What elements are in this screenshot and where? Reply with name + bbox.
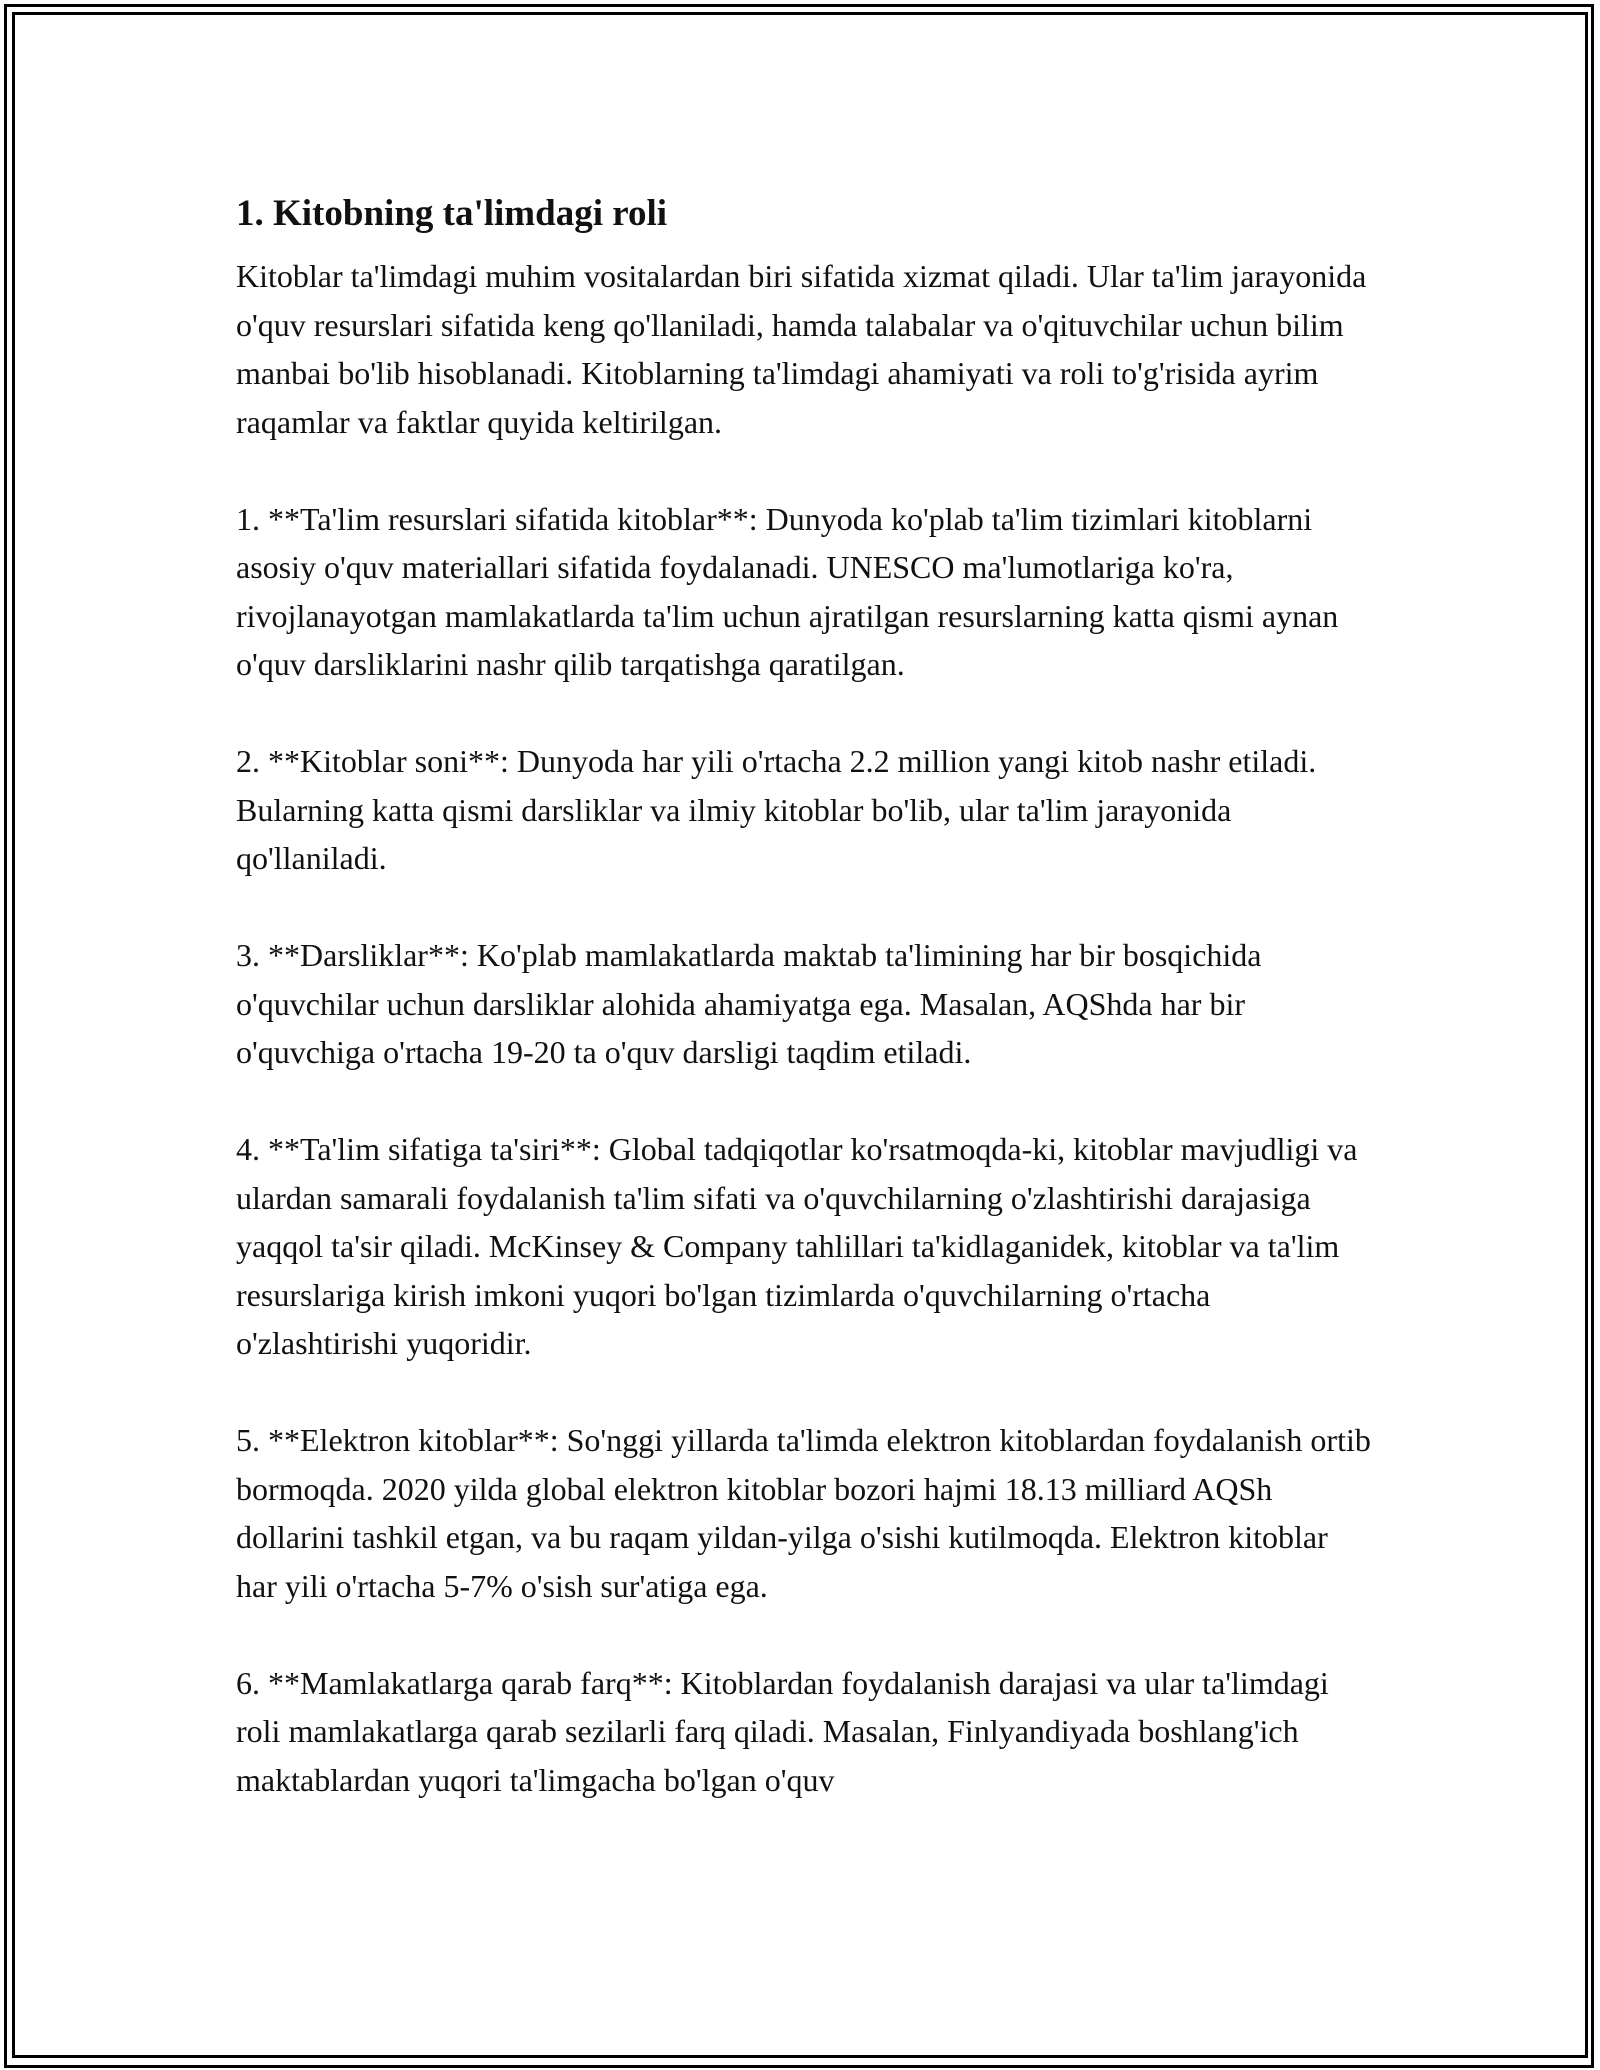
page-title: 1. Kitobning ta'limdagi roli <box>236 193 668 234</box>
list-item-6: 6. **Mamlakatlarga qarab farq**: Kitoblardan foydalanish darajasi va ular ta'limdagi roli mamlakatlarga qarab sezilarli farq qiladi. Masalan, Finlyandiyada boshlang'ich maktablardan yuqori ta'limgacha bo'lgan o'quv <box>236 1664 1329 1798</box>
document-body <box>236 180 1376 1853</box>
list-item-1: 1. **Ta'lim resurslari sifatida kitoblar**: Dunyoda ko'plab ta'lim tizimlari kitoblarni asosiy o'quv materiallari sifatida foydalanadi. UNESCO ma'lumotlariga ko'ra, rivojlanayotgan mamlakatlarda ta'lim uchun ajratilgan resurslarning katta qismi aynan o'quv darsliklarini nashr qilib tarqatishga qaratilgan. <box>236 500 1339 682</box>
list-item-5: 5. **Elektron kitoblar**: So'nggi yillarda ta'limda elektron kitoblardan foydalanish ortib bormoqda. 2020 yilda global elektron kitoblar bozori hajmi 18.13 milliard AQSh dollarini tashkil etgan, va bu raqam yildan-yilga o'sishi kutilmoqda. Elektron kitoblar har yili o'rtacha 5-7% o'sish sur'atiga ega. <box>236 1422 1371 1604</box>
intro-paragraph: Kitoblar ta'limdagi muhim vositalardan biri sifatida xizmat qiladi. Ular ta'lim jarayonida o'quv resurslari sifatida keng qo'llaniladi, hamda talabalar va o'qituvchilar uchun bilim manbai bo'lib hisoblanadi. Kitoblarning ta'limdagi ahamiyati va roli to'g'risida ayrim raqamlar va faktlar quyida keltirilgan. <box>236 258 1367 440</box>
list-item-3: 3. **Darsliklar**: Ko'plab mamlakatlarda maktab ta'limining har bir bosqichida o'quvchilar uchun darsliklar alohida ahamiyatga ega. Masalan, AQShda har bir o'quvchiga o'rtacha 19-20 ta o'quv darsligi taqdim etiladi. <box>236 937 1262 1070</box>
list-item-4: 4. **Ta'lim sifatiga ta'siri**: Global tadqiqotlar ko'rsatmoqda-ki, kitoblar mavjudligi va ulardan samarali foydalanish ta'lim sifati va o'quvchilarning o'zlashtirishi darajasiga yaqqol ta'sir qiladi. McKinsey & Company tahlillari ta'kidlaganidek, kitoblar va ta'lim resurslariga kirish imkoni yuqori bo'lgan tizimlarda o'quvchilarning o'rtacha o'zlashtirishi yuqoridir. <box>236 1131 1358 1361</box>
list-item-2: 2. **Kitoblar soni**: Dunyoda har yili o'rtacha 2.2 million yangi kitob nashr etiladi. Bularning katta qismi darsliklar va ilmiy kitoblar bo'lib, ular ta'lim jarayonida qo'llaniladi. <box>236 743 1317 876</box>
